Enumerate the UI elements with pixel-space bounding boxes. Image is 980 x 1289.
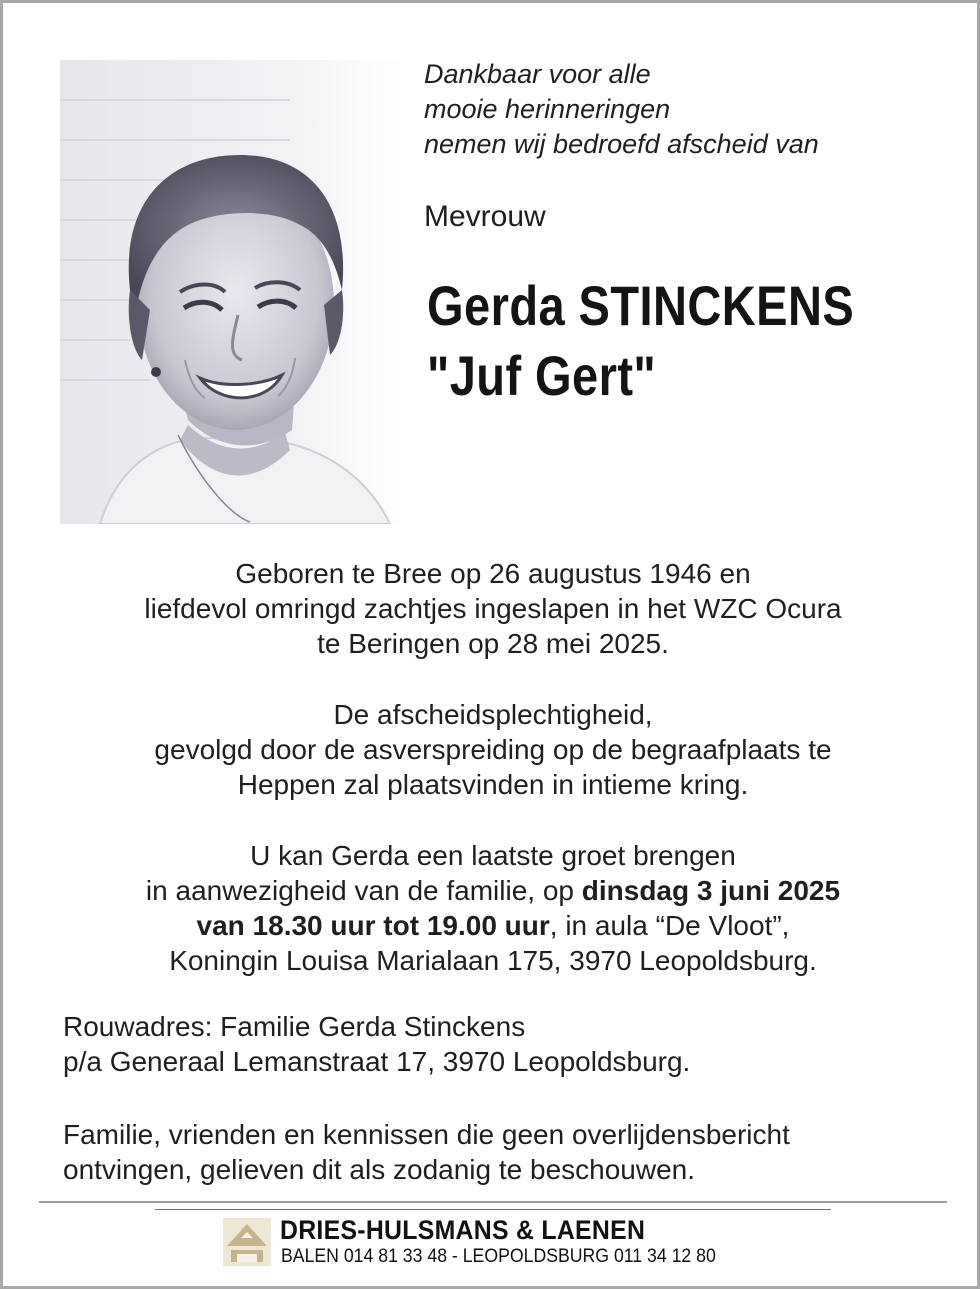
deceased-name [427,271,854,411]
deceased-full-name: Gerda STINCKENS [427,274,855,337]
visit-time: van 18.30 uur tot 19.00 uur [196,910,550,941]
intro-line: nemen wij bedroefd afscheid van [424,129,819,159]
notice-text [63,1117,790,1187]
intro-text [424,57,819,162]
notice-line: ontvingen, gelieven dit als zodanig te beschouwen. [63,1154,695,1185]
funeral-home-phones: BALEN 014 81 33 48 - LEOPOLDSBURG 011 34 12 80 [281,1246,716,1267]
mourning-address [63,1009,690,1079]
birth-death-details [43,556,943,661]
divider [155,1209,831,1210]
portrait-photo [60,60,404,524]
visit-location: , in aula “De Vloot”, [549,910,790,941]
visit-line [43,908,943,943]
address-line: p/a Generaal Lemanstraat 17, 3970 Leopoldsburg. [63,1046,691,1077]
birth-line: te Beringen op 28 mei 2025. [317,628,669,659]
ceremony-line: gevolgd door de asverspreiding op de begraafplaats te [154,734,832,765]
ceremony-details [43,697,943,802]
visit-line [43,873,943,908]
portrait-illustration [60,60,404,524]
deceased-nickname: "Juf Gert" [427,344,657,407]
divider [39,1201,947,1203]
address-line: Rouwadres: Familie Gerda Stinckens [63,1011,526,1042]
birth-line: Geboren te Bree op 26 augustus 1946 en [235,558,751,589]
visitation-details [43,838,943,978]
intro-line: mooie herinneringen [424,94,671,124]
ceremony-line: Heppen zal plaatsvinden in intieme kring. [237,769,749,800]
funeral-home-logo-icon [221,1216,273,1268]
visit-text: in aanwezigheid van de familie, op [145,875,582,906]
intro-line: Dankbaar voor alle [424,59,651,89]
visit-date: dinsdag 3 juni 2025 [581,875,841,906]
visit-line: U kan Gerda een laatste groet brengen [250,840,736,871]
funeral-home-name: DRIES-HULSMANS & LAENEN [280,1215,646,1245]
visit-line: Koningin Louisa Marialaan 175, 3970 Leopoldsburg. [169,945,817,976]
ceremony-line: De afscheidsplechtigheid, [333,699,653,730]
salutation: Mevrouw [424,200,546,233]
notice-line: Familie, vrienden en kennissen die geen overlijdensbericht [63,1119,790,1150]
birth-line: liefdevol omringd zachtjes ingeslapen in het WZC Ocura [144,593,842,624]
